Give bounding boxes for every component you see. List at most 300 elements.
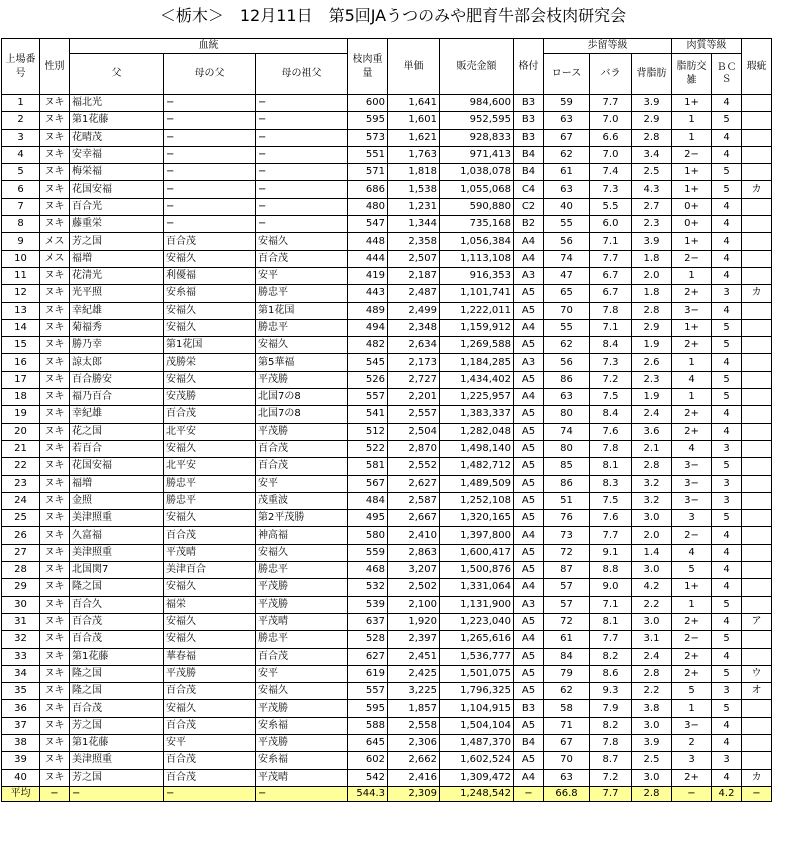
- cell-backfat: 2.7: [632, 198, 672, 215]
- cell-grade: A5: [514, 406, 544, 423]
- cell-grade: B2: [514, 216, 544, 233]
- cell-father: 菊福秀: [70, 319, 164, 336]
- cell-sales: 1,222,011: [440, 302, 514, 319]
- cell-sex: ヌキ: [40, 337, 70, 354]
- cell-mothers-grandfather: 百合茂: [256, 250, 348, 267]
- cell-defect: [742, 631, 772, 648]
- cell-loin: 72: [544, 544, 590, 561]
- cell-mothers-grandfather: 平茂勝: [256, 734, 348, 751]
- table-row: [2, 596, 772, 613]
- cell-marbling: 3−: [672, 458, 712, 475]
- header-entry-number: 上場番号: [2, 39, 40, 95]
- cell-bcs: 4: [712, 146, 742, 163]
- cell-backfat: 3.0: [632, 510, 672, 527]
- cell-mothers-father: −: [164, 216, 256, 233]
- cell-rib: 6.0: [590, 216, 632, 233]
- cell-mothers-grandfather: 勝忠平: [256, 285, 348, 302]
- cell-sales: 590,880: [440, 198, 514, 215]
- cell-unit-price: 1,818: [388, 164, 440, 181]
- cell-unit-price: 2,504: [388, 423, 440, 440]
- cell-father: 芳之国: [70, 769, 164, 786]
- cell-sales: 1,131,900: [440, 596, 514, 613]
- cell-bcs: 3: [712, 683, 742, 700]
- cell-entry-number: 21: [2, 440, 40, 457]
- cell-mothers-father: 安福久: [164, 510, 256, 527]
- cell-father: 花国安福: [70, 181, 164, 198]
- cell-unit-price: 1,857: [388, 700, 440, 717]
- cell-defect: [742, 95, 772, 112]
- cell-weight: 580: [348, 527, 388, 544]
- cell-mothers-father: 安福久: [164, 440, 256, 457]
- cell-loin: 65: [544, 285, 590, 302]
- cell-sales: 1,796,325: [440, 683, 514, 700]
- cell-entry-number: 28: [2, 562, 40, 579]
- cell-bcs: 4: [712, 562, 742, 579]
- cell-bcs: 4: [712, 717, 742, 734]
- cell-mothers-father: −: [164, 112, 256, 129]
- cell-rib: 7.6: [590, 423, 632, 440]
- cell-entry-number: 5: [2, 164, 40, 181]
- header-marbling: 脂肪交雑: [672, 54, 712, 95]
- cell-defect: [742, 267, 772, 284]
- cell-rib: 8.2: [590, 648, 632, 665]
- table-row: [2, 371, 772, 388]
- header-bloodline-group: 血統: [70, 39, 348, 54]
- cell-backfat: 4.3: [632, 181, 672, 198]
- cell-backfat: 3.9: [632, 734, 672, 751]
- cell-rib: 8.3: [590, 475, 632, 492]
- cell-entry-number: 15: [2, 337, 40, 354]
- cell-rib: 8.1: [590, 613, 632, 630]
- cell-father: 福乃百合: [70, 389, 164, 406]
- cell-mothers-grandfather: 平茂勝: [256, 423, 348, 440]
- cell-defect: [742, 146, 772, 163]
- cell-defect: [742, 302, 772, 319]
- cell-entry-number: 20: [2, 423, 40, 440]
- cell-rib: 9.1: [590, 544, 632, 561]
- cell-grade: A4: [514, 319, 544, 336]
- cell-entry-number: 23: [2, 475, 40, 492]
- cell-mothers-father: −: [164, 181, 256, 198]
- cell-weight: 489: [348, 302, 388, 319]
- cell-loin: 71: [544, 717, 590, 734]
- cell-backfat: 3.6: [632, 423, 672, 440]
- cell-sex: ヌキ: [40, 752, 70, 769]
- cell-loin: 55: [544, 319, 590, 336]
- cell-sales: 1,265,616: [440, 631, 514, 648]
- cell-bcs: 5: [712, 112, 742, 129]
- cell-weight: 573: [348, 129, 388, 146]
- cell-mothers-grandfather: 平茂勝: [256, 700, 348, 717]
- cell-sales: 1,104,915: [440, 700, 514, 717]
- cell-grade: A5: [514, 371, 544, 388]
- table-row: [2, 544, 772, 561]
- cell-sales: 1,269,588: [440, 337, 514, 354]
- cell-defect: [742, 406, 772, 423]
- cell-father: 藤重栄: [70, 216, 164, 233]
- cell-loin: 80: [544, 440, 590, 457]
- cell-weight: 581: [348, 458, 388, 475]
- cell-mothers-father: 福栄: [164, 596, 256, 613]
- cell-grade: A5: [514, 440, 544, 457]
- cell-entry-number: 7: [2, 198, 40, 215]
- cell-mothers-father: 安福久: [164, 319, 256, 336]
- cell-father: 百合久: [70, 596, 164, 613]
- cell-mothers-father: −: [164, 146, 256, 163]
- header-yield-grade-group: 歩留等級: [544, 39, 672, 54]
- cell-rib: 7.1: [590, 233, 632, 250]
- cell-backfat: 3.2: [632, 475, 672, 492]
- cell-weight: 551: [348, 146, 388, 163]
- cell-sex: ヌキ: [40, 613, 70, 630]
- table-row: [2, 734, 772, 751]
- cell-father: 勝乃幸: [70, 337, 164, 354]
- cell-defect: [742, 596, 772, 613]
- cell-bcs: 4: [712, 354, 742, 371]
- average-backfat: 2.8: [632, 786, 672, 801]
- cell-bcs: 4: [712, 579, 742, 596]
- table-row: [2, 613, 772, 630]
- cell-father: 隆之国: [70, 683, 164, 700]
- cell-sex: ヌキ: [40, 371, 70, 388]
- cell-loin: 56: [544, 354, 590, 371]
- table-row: [2, 717, 772, 734]
- cell-unit-price: 2,173: [388, 354, 440, 371]
- header-mothers-grandfather: 母の祖父: [256, 54, 348, 95]
- cell-bcs: 4: [712, 406, 742, 423]
- cell-defect: カ: [742, 181, 772, 198]
- cell-grade: C2: [514, 198, 544, 215]
- average-label: 平均: [2, 786, 40, 801]
- cell-defect: [742, 475, 772, 492]
- cell-weight: 522: [348, 440, 388, 457]
- cell-rib: 9.3: [590, 683, 632, 700]
- cell-weight: 542: [348, 769, 388, 786]
- cell-marbling: 3: [672, 510, 712, 527]
- cell-rib: 8.1: [590, 458, 632, 475]
- header-bcs: ＢＣＳ: [712, 54, 742, 95]
- cell-father: 幸紀雄: [70, 406, 164, 423]
- cell-mothers-grandfather: 安平: [256, 665, 348, 682]
- cell-sales: 1,536,777: [440, 648, 514, 665]
- cell-mothers-grandfather: 百合茂: [256, 458, 348, 475]
- cell-weight: 480: [348, 198, 388, 215]
- cell-entry-number: 40: [2, 769, 40, 786]
- cell-unit-price: 2,863: [388, 544, 440, 561]
- cell-marbling: 2−: [672, 146, 712, 163]
- cell-weight: 482: [348, 337, 388, 354]
- cell-defect: [742, 233, 772, 250]
- cell-sex: ヌキ: [40, 510, 70, 527]
- cell-sales: 1,113,108: [440, 250, 514, 267]
- cell-grade: B3: [514, 700, 544, 717]
- cell-father: 芳之国: [70, 233, 164, 250]
- cell-entry-number: 11: [2, 267, 40, 284]
- cell-backfat: 1.4: [632, 544, 672, 561]
- cell-weight: 559: [348, 544, 388, 561]
- cell-entry-number: 37: [2, 717, 40, 734]
- cell-unit-price: 3,225: [388, 683, 440, 700]
- cell-marbling: 2+: [672, 613, 712, 630]
- cell-sales: 1,056,384: [440, 233, 514, 250]
- cell-unit-price: 2,627: [388, 475, 440, 492]
- cell-grade: A5: [514, 492, 544, 509]
- cell-bcs: 5: [712, 631, 742, 648]
- cell-sales: 1,504,104: [440, 717, 514, 734]
- cell-defect: [742, 354, 772, 371]
- cell-mothers-grandfather: 安福久: [256, 544, 348, 561]
- cell-sex: ヌキ: [40, 665, 70, 682]
- cell-entry-number: 31: [2, 613, 40, 630]
- cell-sales: 1,500,876: [440, 562, 514, 579]
- cell-backfat: 3.2: [632, 492, 672, 509]
- cell-weight: 595: [348, 700, 388, 717]
- cell-marbling: 2−: [672, 250, 712, 267]
- cell-rib: 8.8: [590, 562, 632, 579]
- cell-mothers-father: −: [164, 198, 256, 215]
- cell-unit-price: 2,487: [388, 285, 440, 302]
- cell-bcs: 4: [712, 302, 742, 319]
- cell-marbling: 3−: [672, 475, 712, 492]
- cell-bcs: 4: [712, 544, 742, 561]
- cell-mothers-father: 安福久: [164, 250, 256, 267]
- cell-sales: 916,353: [440, 267, 514, 284]
- cell-sales: 984,600: [440, 95, 514, 112]
- average-mothers-father: −: [164, 786, 256, 801]
- cell-sales: 1,331,064: [440, 579, 514, 596]
- cell-backfat: 2.9: [632, 319, 672, 336]
- cell-sales: 928,833: [440, 129, 514, 146]
- cell-sex: ヌキ: [40, 112, 70, 129]
- cell-weight: 600: [348, 95, 388, 112]
- cell-mothers-grandfather: 安平: [256, 267, 348, 284]
- cell-sex: ヌキ: [40, 544, 70, 561]
- cell-backfat: 2.5: [632, 164, 672, 181]
- table-row: [2, 475, 772, 492]
- cell-marbling: 2−: [672, 631, 712, 648]
- cell-bcs: 4: [712, 769, 742, 786]
- cell-defect: [742, 440, 772, 457]
- cell-backfat: 3.9: [632, 95, 672, 112]
- table-row: [2, 250, 772, 267]
- table-row: [2, 285, 772, 302]
- cell-defect: [742, 216, 772, 233]
- cell-father: 花晴茂: [70, 129, 164, 146]
- cell-unit-price: 2,727: [388, 371, 440, 388]
- cell-bcs: 5: [712, 319, 742, 336]
- table-row: [2, 752, 772, 769]
- cell-sales: 1,487,370: [440, 734, 514, 751]
- cell-rib: 7.5: [590, 389, 632, 406]
- cell-mothers-father: −: [164, 129, 256, 146]
- cell-loin: 74: [544, 423, 590, 440]
- cell-defect: [742, 371, 772, 388]
- cell-mothers-grandfather: 神高福: [256, 527, 348, 544]
- cell-bcs: 5: [712, 700, 742, 717]
- cell-grade: A5: [514, 510, 544, 527]
- cell-entry-number: 4: [2, 146, 40, 163]
- cell-father: 福増: [70, 250, 164, 267]
- table-row: [2, 769, 772, 786]
- cell-loin: 72: [544, 613, 590, 630]
- cell-father: 花国安福: [70, 458, 164, 475]
- cell-loin: 86: [544, 475, 590, 492]
- cell-bcs: 4: [712, 95, 742, 112]
- cell-sex: ヌキ: [40, 596, 70, 613]
- cell-mothers-grandfather: −: [256, 146, 348, 163]
- cell-grade: B4: [514, 164, 544, 181]
- cell-grade: A5: [514, 683, 544, 700]
- cell-weight: 645: [348, 734, 388, 751]
- cell-grade: A4: [514, 527, 544, 544]
- cell-weight: 627: [348, 648, 388, 665]
- average-row: [2, 786, 772, 801]
- cell-weight: 468: [348, 562, 388, 579]
- cell-backfat: 2.2: [632, 596, 672, 613]
- cell-grade: A5: [514, 285, 544, 302]
- cell-mothers-grandfather: −: [256, 216, 348, 233]
- cell-unit-price: 3,207: [388, 562, 440, 579]
- cell-mothers-father: 北平安: [164, 423, 256, 440]
- cell-rib: 7.8: [590, 302, 632, 319]
- cell-unit-price: 1,538: [388, 181, 440, 198]
- cell-weight: 443: [348, 285, 388, 302]
- cell-grade: A5: [514, 717, 544, 734]
- cell-sex: ヌキ: [40, 406, 70, 423]
- cell-defect: [742, 752, 772, 769]
- cell-bcs: 4: [712, 423, 742, 440]
- cell-unit-price: 1,621: [388, 129, 440, 146]
- cell-father: 第1花藤: [70, 648, 164, 665]
- cell-marbling: 0+: [672, 198, 712, 215]
- cell-rib: 7.6: [590, 510, 632, 527]
- cell-loin: 51: [544, 492, 590, 509]
- cell-father: 百合茂: [70, 631, 164, 648]
- cell-bcs: 4: [712, 613, 742, 630]
- cell-entry-number: 9: [2, 233, 40, 250]
- cell-bcs: 4: [712, 648, 742, 665]
- cell-sales: 1,055,068: [440, 181, 514, 198]
- cell-sex: ヌキ: [40, 527, 70, 544]
- cell-sales: 1,501,075: [440, 665, 514, 682]
- cell-weight: 528: [348, 631, 388, 648]
- cell-rib: 7.2: [590, 371, 632, 388]
- header-carcass-weight: 枝肉重量: [348, 39, 388, 95]
- cell-weight: 484: [348, 492, 388, 509]
- cell-entry-number: 6: [2, 181, 40, 198]
- cell-marbling: 2+: [672, 337, 712, 354]
- cell-bcs: 4: [712, 233, 742, 250]
- cell-bcs: 5: [712, 337, 742, 354]
- cell-defect: [742, 492, 772, 509]
- cell-rib: 8.6: [590, 665, 632, 682]
- cell-defect: [742, 112, 772, 129]
- cell-mothers-grandfather: 安福久: [256, 337, 348, 354]
- cell-unit-price: 2,870: [388, 440, 440, 457]
- cell-defect: [742, 198, 772, 215]
- cell-father: 若百合: [70, 440, 164, 457]
- cell-sex: ヌキ: [40, 302, 70, 319]
- cell-marbling: 1+: [672, 233, 712, 250]
- cell-grade: A4: [514, 579, 544, 596]
- cell-father: 北国関7: [70, 562, 164, 579]
- cell-mothers-grandfather: 第5華福: [256, 354, 348, 371]
- average-rib: 7.7: [590, 786, 632, 801]
- cell-father: 福増: [70, 475, 164, 492]
- cell-unit-price: 2,502: [388, 579, 440, 596]
- cell-loin: 84: [544, 648, 590, 665]
- cell-mothers-father: 百合茂: [164, 527, 256, 544]
- cell-rib: 7.1: [590, 319, 632, 336]
- average-loin: 66.8: [544, 786, 590, 801]
- cell-sex: ヌキ: [40, 285, 70, 302]
- cell-loin: 59: [544, 95, 590, 112]
- cell-bcs: 5: [712, 665, 742, 682]
- cell-entry-number: 10: [2, 250, 40, 267]
- cell-backfat: 2.6: [632, 354, 672, 371]
- cell-backfat: 1.8: [632, 250, 672, 267]
- cell-entry-number: 13: [2, 302, 40, 319]
- cell-mothers-father: 華春福: [164, 648, 256, 665]
- cell-rib: 8.4: [590, 337, 632, 354]
- cell-grade: A5: [514, 302, 544, 319]
- header-meat-quality-group: 肉質等級: [672, 39, 742, 54]
- cell-sales: 1,498,140: [440, 440, 514, 457]
- cell-unit-price: 2,451: [388, 648, 440, 665]
- cell-loin: 80: [544, 406, 590, 423]
- cell-entry-number: 16: [2, 354, 40, 371]
- table-row: [2, 164, 772, 181]
- cell-grade: A5: [514, 423, 544, 440]
- cell-grade: A3: [514, 596, 544, 613]
- cell-marbling: 4: [672, 440, 712, 457]
- cell-father: 百合茂: [70, 700, 164, 717]
- cell-backfat: 2.9: [632, 112, 672, 129]
- cell-marbling: 1: [672, 389, 712, 406]
- cell-mothers-grandfather: 北国7の8: [256, 406, 348, 423]
- cell-unit-price: 2,306: [388, 734, 440, 751]
- cell-entry-number: 18: [2, 389, 40, 406]
- table-row: [2, 146, 772, 163]
- average-defect: −: [742, 786, 772, 801]
- cell-backfat: 2.8: [632, 302, 672, 319]
- cell-unit-price: 2,557: [388, 406, 440, 423]
- cell-sales: 1,101,741: [440, 285, 514, 302]
- cell-sales: 952,595: [440, 112, 514, 129]
- cell-weight: 637: [348, 613, 388, 630]
- cell-rib: 7.3: [590, 181, 632, 198]
- cell-marbling: 1+: [672, 319, 712, 336]
- cell-mothers-father: 安福久: [164, 371, 256, 388]
- table-row: [2, 389, 772, 406]
- cell-weight: 557: [348, 389, 388, 406]
- cell-entry-number: 24: [2, 492, 40, 509]
- table-row: [2, 492, 772, 509]
- cell-mothers-father: 安福久: [164, 302, 256, 319]
- page-title: ＜栃木＞ 12月11日 第5回JAうつのみや肥育牛部会枝肉研究会: [159, 6, 627, 25]
- cell-weight: 686: [348, 181, 388, 198]
- table-row: [2, 302, 772, 319]
- cell-weight: 588: [348, 717, 388, 734]
- cell-backfat: 1.9: [632, 389, 672, 406]
- cell-father: 安幸福: [70, 146, 164, 163]
- cell-backfat: 3.0: [632, 717, 672, 734]
- cell-entry-number: 17: [2, 371, 40, 388]
- cell-defect: ウ: [742, 665, 772, 682]
- table-row: [2, 216, 772, 233]
- average-grade: −: [514, 786, 544, 801]
- cell-unit-price: 2,667: [388, 510, 440, 527]
